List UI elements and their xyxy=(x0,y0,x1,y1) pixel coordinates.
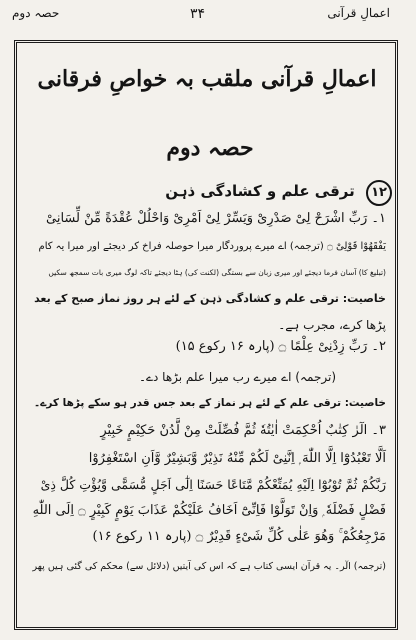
section-heading-text: ترقی علم و کشادگی ذہن xyxy=(165,182,355,200)
header-part-label: حصہ دوم xyxy=(12,6,60,20)
header-book-title: اعمالِ قرآنی xyxy=(327,6,390,20)
text-line: یَفْقَهُوْا قَوْلِیْ ۝ (ترجمہ) اے میرے پروردگار میرا حوصلہ فراخ کر دیجئے اور میرا یہ کام xyxy=(38,241,386,252)
text-line: مَرْجِعُكُمْ ۚ وَهُوَ عَلٰی كُلِّ شَیْءٍ قَدِیْرٌ ۝ (پارہ ۱۱ رکوع ۱۶) xyxy=(92,529,386,544)
text-line: خاصیت: ترقی علم و کشادگی ذہن کے لئے ہر روز نماز صبح کے بعد xyxy=(34,292,386,305)
section-heading xyxy=(32,180,392,206)
text-line: پڑھا کرے، مجرب ہے۔ xyxy=(278,318,386,332)
text-line: رَبَّكُمْ ثُمَّ تُوْبُوْٓا اِلَیْهِ یُمَتِّعْكُمْ مَّتَاعًا حَسَنًا اِلٰٓى اَجَلٍ مُّسَمًّى وَّیُؤْتِ كُلَّ ذِیْ xyxy=(40,477,386,492)
section-number-badge: ۱۲ xyxy=(366,180,392,206)
header-page-number: ۳۴ xyxy=(190,6,206,22)
part-title: حصہ دوم xyxy=(166,135,254,161)
text-line: (ترجمہ) اے میرے رب میرا علم بڑھا دے۔ xyxy=(138,370,336,384)
text-line: (تبلیغ کا) آسان فرما دیجئے اور میری زبان سے بستگی (لکنت کی) ہٹا دیجئے تاکہ لوگ میری بات سمجھ سکیں xyxy=(48,268,386,277)
text-line: اَلَّا تَعْبُدُوْٓا اِلَّا اللّٰهَ ۭ اِنَّنِیْ لَكُمْ مِّنْهُ نَذِیْرٌ وَّبَشِیْرٌ وَّاَنِ اسْتَغْفِرُوْا xyxy=(88,451,386,466)
text-line: ۱۔ رَبِّ اشْرَحْ لِیْ صَدْرِیْ وَیَسِّرْ لِیْ اَمْرِیْ وَاحْلُلْ عُقْدَةً مِّنْ لِّسَانِیْ xyxy=(45,211,386,226)
text-line: فَضْلٍ فَضْلَهٗ ۭ وَاِنْ تَوَلَّوْا فَاِنِّیْٓ اَخَافُ عَلَیْكُمْ عَذَابَ یَوْمٍ كَبِیْرٍ ۝ اِلَى اللّٰهِ xyxy=(32,503,386,518)
page-header xyxy=(0,0,416,26)
text-line: (ترجمہ) الٓر۔ یہ قرآن ایسی کتاب ہے کہ اس کی آیتیں (دلائل سے) محکم کی گئی ہیں پھر xyxy=(32,561,386,572)
book-title: اعمالِ قرآنی ملقب بہ خواصِ فرقانی xyxy=(37,66,377,92)
text-line: خاصیت: ترقی علم کے لئے ہر نماز کے بعد جس قدر ہو سکے پڑھا کرے۔ xyxy=(34,397,386,409)
text-line: ۳۔ الٓرٰ کِتٰبٌ اُحْكِمَتْ اٰیٰتُهٗ ثُمَّ فُصِّلَتْ مِنْ لَّدُنْ حَكِیْمٍ خَبِیْرٍ xyxy=(100,423,386,438)
text-line: ۲۔ رَبِّ زِدْنِیْ عِلْمًا ۝ (پارہ ۱۶ رکوع ۱۵) xyxy=(175,339,386,354)
